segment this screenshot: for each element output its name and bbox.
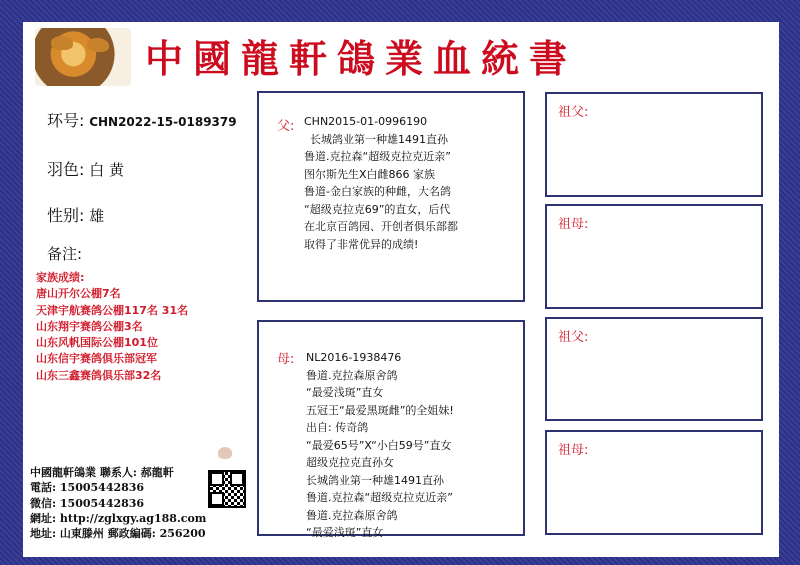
family-results-heading: 家族成绩: bbox=[36, 271, 85, 284]
grandfather-box-2 bbox=[545, 317, 763, 421]
contact-website: 網址: http://zglxgy.ag188.com bbox=[30, 511, 207, 525]
contact-phone: 電話: 15005442836 bbox=[30, 481, 145, 495]
family-results bbox=[36, 270, 188, 384]
contact-name: 中國龍軒鴿業 聯系人: 郝龍軒 bbox=[30, 466, 174, 479]
grandmother-box-2 bbox=[545, 430, 763, 535]
father-box bbox=[257, 91, 525, 302]
mother-line: 超级克拉克直孙女 bbox=[306, 456, 394, 469]
sex bbox=[47, 203, 104, 226]
mother-line: 长城鸽业第一种雄1491直孙 bbox=[306, 473, 444, 487]
mother-label: 母: bbox=[277, 352, 295, 367]
contact-info bbox=[30, 465, 206, 541]
contact-address: 地址: 山東滕州 郵政編碼: 256200 bbox=[30, 527, 206, 541]
contact-wechat: 微信: 15005442836 bbox=[30, 496, 145, 510]
mother-line: “最爱浅斑”直女 bbox=[306, 526, 384, 539]
sex-value: 雄 bbox=[89, 207, 105, 225]
grandmother-label: 祖母: bbox=[558, 217, 589, 232]
pigeon-nest-logo bbox=[35, 28, 131, 86]
mother-line: 鲁道.克拉森原舍鸽 bbox=[306, 508, 398, 522]
ring-number bbox=[47, 108, 237, 131]
father-line: 图尔斯先生X白雌866 家族 bbox=[304, 167, 436, 181]
mother-line: 鲁道.克拉森“超级克拉克近亲” bbox=[306, 491, 453, 504]
mother-line: 五冠王“最爱黑斑雌”的全姐妹! bbox=[306, 403, 454, 417]
father-label: 父: bbox=[277, 119, 295, 134]
notes-label: 备注: bbox=[47, 245, 83, 263]
grandfather-box-1 bbox=[545, 92, 763, 197]
sex-label: 性别: bbox=[47, 206, 85, 225]
father-line: 取得了非常优异的成绩! bbox=[304, 237, 419, 251]
mother-line: “最爱浅斑”直女 bbox=[306, 386, 384, 399]
mother-details bbox=[306, 349, 454, 542]
father-line: 长城鸽业第一种雄1491直孙 bbox=[310, 132, 448, 146]
mother-box bbox=[257, 320, 525, 539]
father-line: 在北京百鸽园、开创者俱乐部都 bbox=[304, 220, 458, 233]
family-result: 山东信宇赛鸽俱乐部冠军 bbox=[36, 352, 157, 366]
feather-label: 羽色: bbox=[47, 160, 85, 179]
father-line: “超级克拉克69”的直女，后代 bbox=[304, 202, 451, 216]
family-result: 山东翔宇赛鸽公棚3名 bbox=[36, 319, 143, 333]
feather-color bbox=[47, 157, 124, 180]
mother-line: “最爱65号”X“小白59号”直女 bbox=[306, 438, 452, 452]
ring-value: CHN2022-15-0189379 bbox=[89, 115, 237, 129]
page-title: 中國龍軒鴿業血統書 bbox=[145, 36, 578, 81]
family-result: 天津宇航赛鸽公棚117名 31名 bbox=[36, 303, 189, 317]
grandfather-label: 祖父: bbox=[558, 330, 589, 345]
father-line: 鲁道.克拉森“超级克拉克近亲” bbox=[304, 150, 451, 163]
family-result: 唐山开尔公棚7名 bbox=[36, 287, 121, 301]
feather-value: 白 黄 bbox=[89, 161, 124, 179]
family-result: 山东三鑫赛鸽俱乐部32名 bbox=[36, 368, 162, 382]
qr-code-icon bbox=[208, 470, 246, 508]
ring-label: 环号: bbox=[47, 111, 85, 130]
grandfather-label: 祖父: bbox=[558, 105, 589, 120]
grandmother-label: 祖母: bbox=[558, 443, 589, 458]
father-line: 鲁道-金白家族的种雌，大名鸽 bbox=[304, 185, 451, 198]
mother-ring: NL2016-1938476 bbox=[306, 351, 402, 364]
father-ring: CHN2015-01-0996190 bbox=[304, 115, 428, 128]
mother-line: 鲁道.克拉森原舍鸽 bbox=[306, 368, 398, 382]
father-details bbox=[304, 113, 458, 253]
grandmother-box-1 bbox=[545, 204, 763, 309]
mother-line: 出自: 传奇鸽 bbox=[306, 421, 369, 434]
mini-logo-icon bbox=[218, 447, 232, 459]
family-result: 山东风帆国际公棚101位 bbox=[36, 336, 158, 350]
